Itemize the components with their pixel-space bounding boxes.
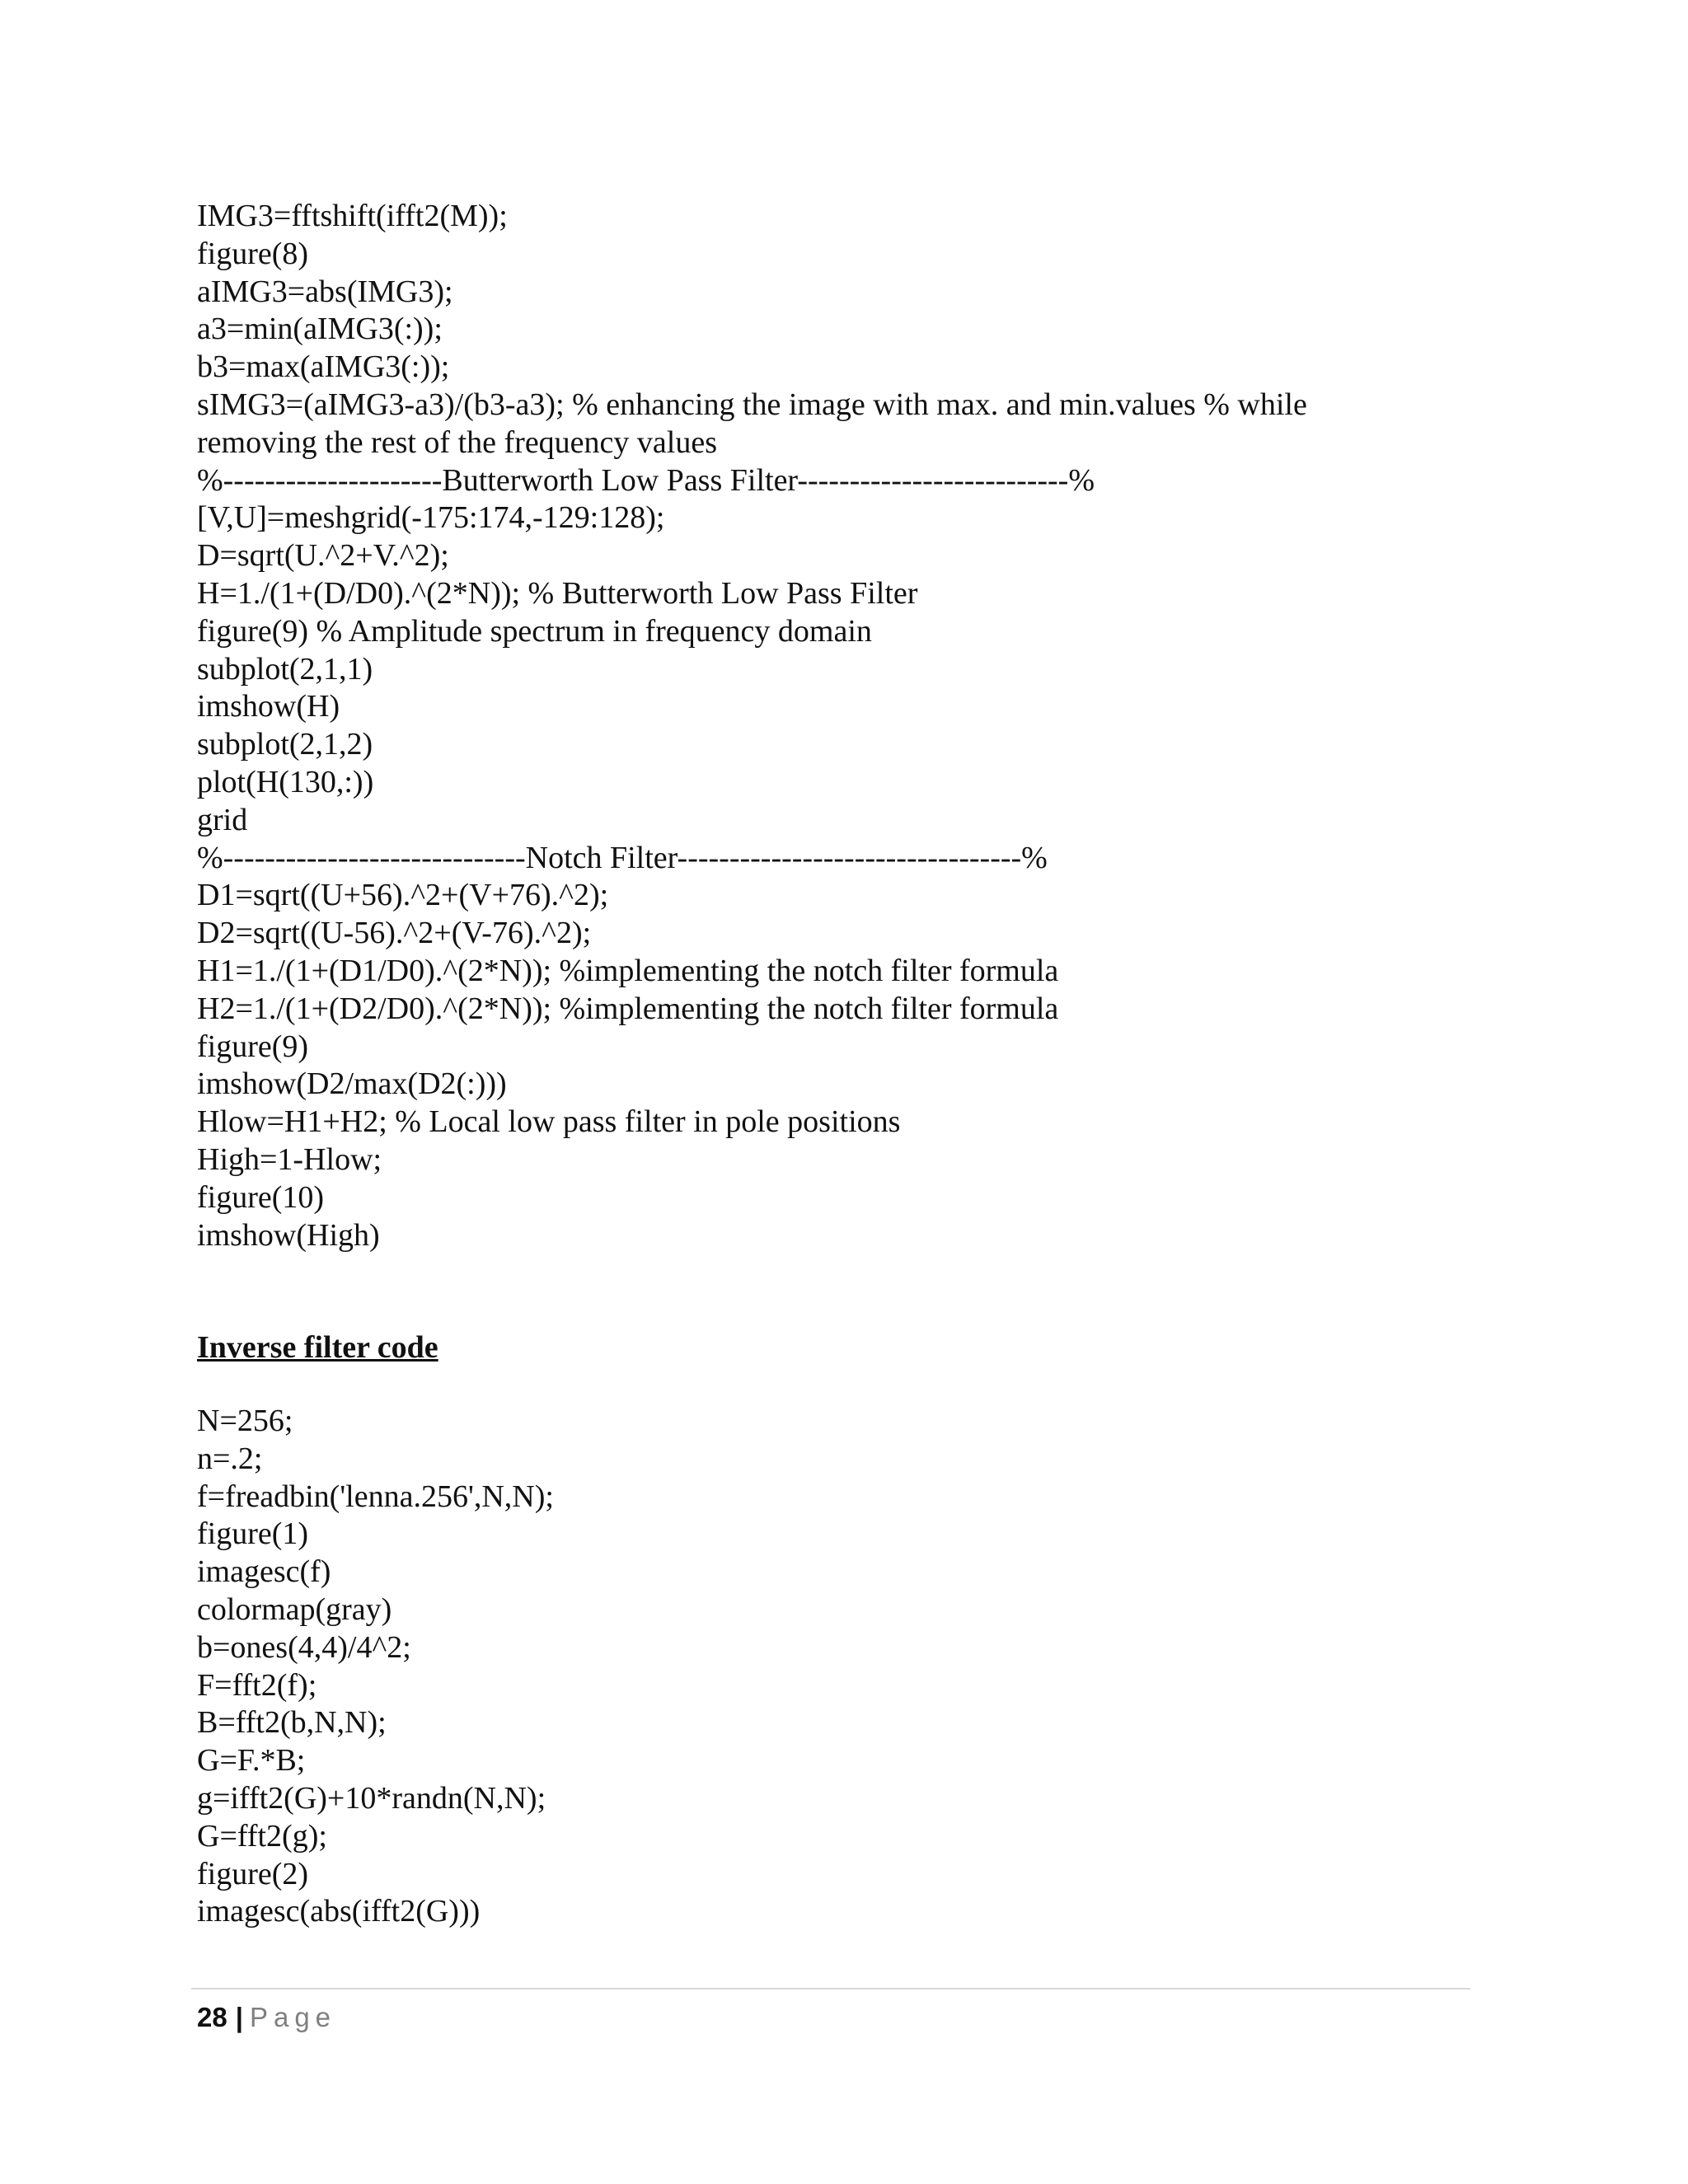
code-line: aIMG3=abs(IMG3); <box>197 274 453 309</box>
code-line: subplot(2,1,1) <box>197 651 373 687</box>
code-line: D=sqrt(U.^2+V.^2); <box>197 538 449 574</box>
page-number: 28 <box>197 2002 227 2032</box>
code-line: G=F.*B; <box>197 1743 306 1779</box>
section-heading-inverse-filter: Inverse filter code <box>197 1330 438 1365</box>
code-line: figure(10) <box>197 1179 325 1215</box>
code-line: H2=1./(1+(D2/D0).^(2*N)); %implementing the notch filter formula <box>197 991 1059 1026</box>
code-line: D2=sqrt((U-56).^2+(V-76).^2); <box>197 916 592 951</box>
page-label: Page <box>249 2002 337 2032</box>
code-line: %-----------------------------Notch Filter---------------------------------% <box>197 840 1048 875</box>
code-line: imagesc(f) <box>197 1554 331 1590</box>
code-line: [V,U]=meshgrid(-175:174,-129:128); <box>197 500 665 536</box>
code-line: b=ones(4,4)/4^2; <box>197 1629 411 1665</box>
code-line: H1=1./(1+(D1/D0).^(2*N)); %implementing the notch filter formula <box>197 953 1059 988</box>
code-line: imagesc(abs(ifft2(G))) <box>197 1894 481 1929</box>
footer-divider <box>191 1988 1470 1990</box>
code-line: B=fft2(b,N,N); <box>197 1705 387 1741</box>
page-footer <box>197 2001 336 2034</box>
code-block-inverse-filter <box>197 1403 1499 1931</box>
code-line: sIMG3=(aIMG3-a3)/(b3-a3); % enhancing the image with max. and min.values % while <box>197 387 1307 422</box>
code-line: plot(H(130,:)) <box>197 764 374 799</box>
code-line: subplot(2,1,2) <box>197 727 373 762</box>
code-line: figure(1) <box>197 1516 309 1552</box>
code-line: imshow(H) <box>197 689 340 724</box>
code-line: figure(2) <box>197 1856 309 1891</box>
code-line: colormap(gray) <box>197 1591 392 1627</box>
code-line: b3=max(aIMG3(:)); <box>197 349 450 385</box>
code-line: n=.2; <box>197 1441 263 1476</box>
code-line: High=1-Hlow; <box>197 1141 382 1177</box>
code-line: removing the rest of the frequency values <box>197 424 717 460</box>
code-line: a3=min(aIMG3(:)); <box>197 312 443 347</box>
code-line: figure(9) <box>197 1029 309 1064</box>
code-block-filters <box>197 198 1499 1254</box>
code-line: imshow(High) <box>197 1217 380 1253</box>
code-line: %---------------------Butterworth Low Pass Filter--------------------------% <box>197 462 1095 498</box>
code-line: figure(8) <box>197 236 309 271</box>
code-line: Hlow=H1+H2; % Local low pass filter in pole positions <box>197 1104 901 1140</box>
code-line: g=ifft2(G)+10*randn(N,N); <box>197 1780 546 1816</box>
code-line: H=1./(1+(D/D0).^(2*N)); % Butterworth Low Pass Filter <box>197 575 918 611</box>
code-line: G=fft2(g); <box>197 1818 327 1854</box>
code-line: grid <box>197 802 248 837</box>
code-line: F=fft2(f); <box>197 1667 317 1703</box>
code-line: figure(9) % Amplitude spectrum in frequency domain <box>197 613 872 649</box>
footer-separator: | <box>235 2002 243 2032</box>
code-line: imshow(D2/max(D2(:))) <box>197 1066 507 1102</box>
code-line: IMG3=fftshift(ifft2(M)); <box>197 199 508 233</box>
code-line: N=256; <box>197 1404 293 1438</box>
code-line: D1=sqrt((U+56).^2+(V+76).^2); <box>197 878 609 913</box>
code-line: f=freadbin('lenna.256',N,N); <box>197 1479 554 1514</box>
